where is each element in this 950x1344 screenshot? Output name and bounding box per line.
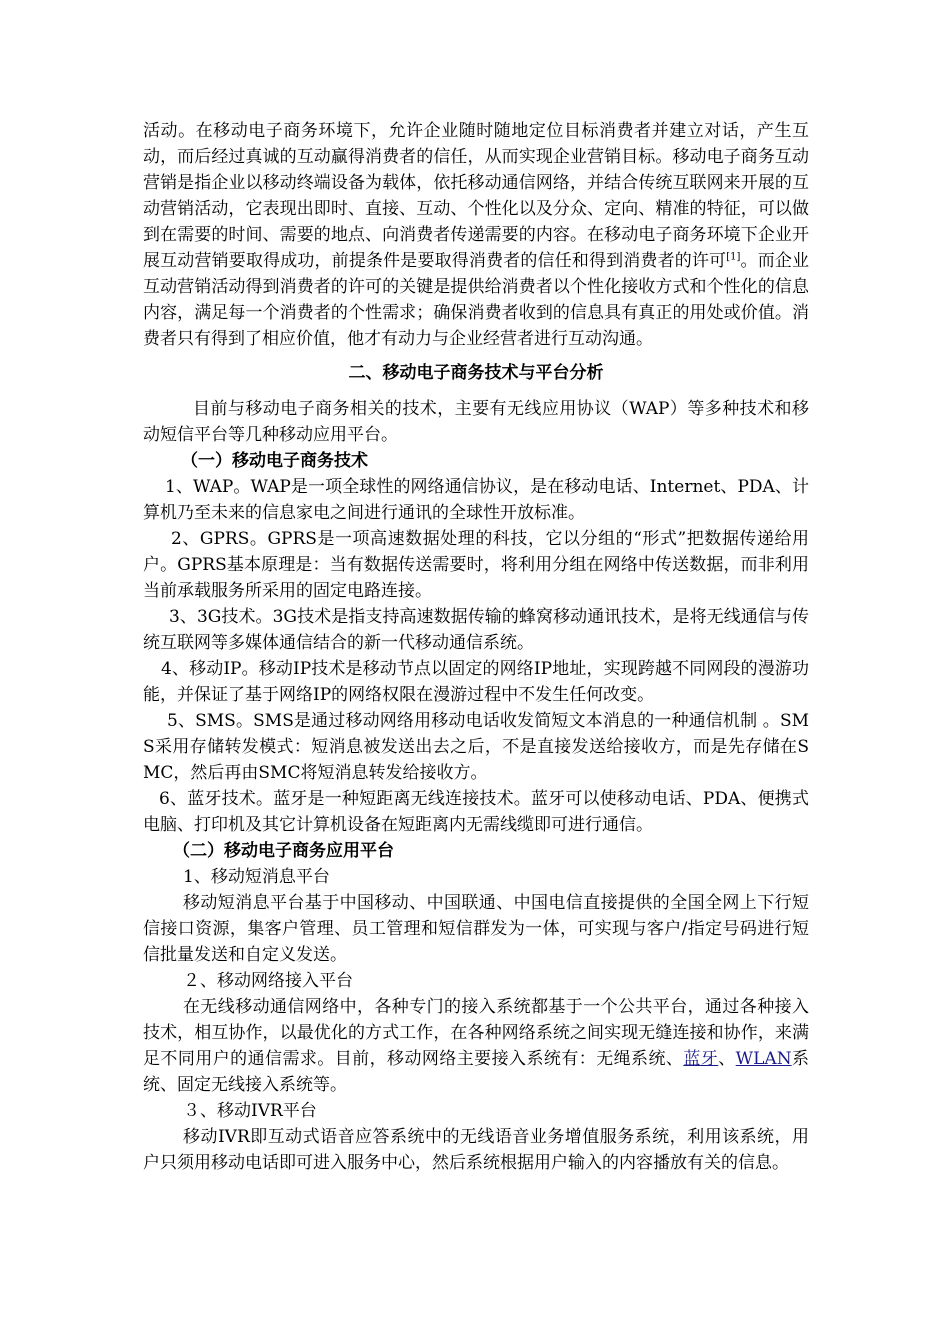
platform-2-separator: 、 <box>718 1049 736 1069</box>
document-page <box>143 118 809 1176</box>
tech-item-sms: 5、SMS。SMS是通过移动网络用移动电话收发简短文本消息的一种通信机制 。SMS采用存储转发模式：短消息被发送出去之后，不是直接发送给接收方，而是先存储在SMC，然后再由SMC将短消息转发给接收方。 <box>143 711 809 783</box>
bluetooth-link[interactable]: 蓝牙 <box>683 1049 719 1069</box>
intro-paragraph <box>143 118 809 352</box>
tech-item-bluetooth: 6、蓝牙技术。蓝牙是一种短距离无线连接技术。蓝牙可以使移动电话、PDA、便携式电脑、打印机及其它计算机设备在短距离内无需线缆即可进行通信。 <box>143 789 809 835</box>
platform-subheading <box>143 838 809 864</box>
platform-1-title: 1、移动短消息平台 <box>183 867 330 887</box>
platform-2-body-after: 系统、固定无线接入系统等。 <box>143 1049 810 1095</box>
tech-item-gprs: 2、GPRS。GPRS是一项高速数据处理的科技，它以分组的“形式”把数据传递给用户。GPRS基本原理是：当有数据传送需要时，将利用分组在网络中传送数据，而非利用当前承载服务所采用的固定电路连接。 <box>143 529 809 601</box>
intro-text-before-ref: 活动。在移动电子商务环境下，允许企业随时随地定位目标消费者并建立对话，产生互动，而后经过真诚的互动赢得消费者的信任，从而实现企业营销目标。移动电子商务互动营销是指企业以移动终端设备为载体，依托移动通信网络，并结合传统互联网来开展的互动营销活动，它表现出即时、直接、互动、个性化以及分众、定向、精准的特征，可以做到在需要的时间、需要的地点、向消费者传递需要的内容。在移动电子商务环境下企业开展互动营销要取得成功，前提条件是要取得消费者的信任和得到消费者的许可 <box>143 121 809 271</box>
platform-2-body <box>143 994 809 1098</box>
platform-2-title: ２、移动网络接入平台 <box>183 971 353 991</box>
tech-subheading: （一）移动电子商务技术 <box>181 451 368 471</box>
tech-item-3g: 3、3G技术。3G技术是指支持高速数据传输的蜂窝移动通讯技术，是将无线通信与传统互联网等多媒体通信结合的新一代移动通信系统。 <box>143 607 809 653</box>
platform-3-title: ３、移动IVR平台 <box>183 1101 317 1121</box>
platform-2-body-before: 在无线移动通信网络中，各种专门的接入系统都基于一个公共平台，通过各种接入技术，相互协作，以最优化的方式工作，在各种网络系统之间实现无缝连接和协作，来满足不同用户的通信需求。目前，移动网络主要接入系统有：无绳系统、 <box>143 997 809 1069</box>
section-heading: 二、移动电子商务技术与平台分析 <box>348 363 604 383</box>
wlan-link[interactable]: WLAN <box>735 1049 792 1069</box>
tech-item-wap: 1、WAP。WAP是一项全球性的网络通信协议，是在移动电话、Internet、PDA、计算机乃至未来的信息家电之间进行通讯的全球性开放标准。 <box>143 477 809 523</box>
section-lead-paragraph: 目前与移动电子商务相关的技术，主要有无线应用协议（WAP）等多种技术和移动短信平台等几种移动应用平台。 <box>143 399 809 445</box>
intro-text-after-ref: 。而企业互动营销活动得到消费者的许可的关键是提供给消费者以个性化接收方式和个性化的信息内容，满足每一个消费者的个性需求；确保消费者收到的信息具有真正的用处或价值。消费者只有得到了相应价值，他才有动力与企业经营者进行互动沟通。 <box>143 251 810 349</box>
platform-subheading-text: （二）移动电子商务应用平台 <box>173 841 394 861</box>
platform-3-body: 移动IVR即互动式语音应答系统中的无线语音业务增值服务系统，利用该系统，用户只须用移动电话即可进入服务中心，然后系统根据用户输入的内容播放有关的信息。 <box>143 1127 809 1173</box>
platform-1-body: 移动短消息平台基于中国移动、中国联通、中国电信直接提供的全国全网上下行短信接口资源，集客户管理、员工管理和短信群发为一体，可实现与客户/指定号码进行短信批量发送和自定义发送。 <box>143 893 809 965</box>
tech-item-mobile-ip: 4、移动IP。移动IP技术是移动节点以固定的网络IP地址，实现跨越不同网段的漫游功能，并保证了基于网络IP的网络权限在漫游过程中不发生任何改变。 <box>143 659 809 705</box>
citation-ref: [1] <box>726 251 741 263</box>
